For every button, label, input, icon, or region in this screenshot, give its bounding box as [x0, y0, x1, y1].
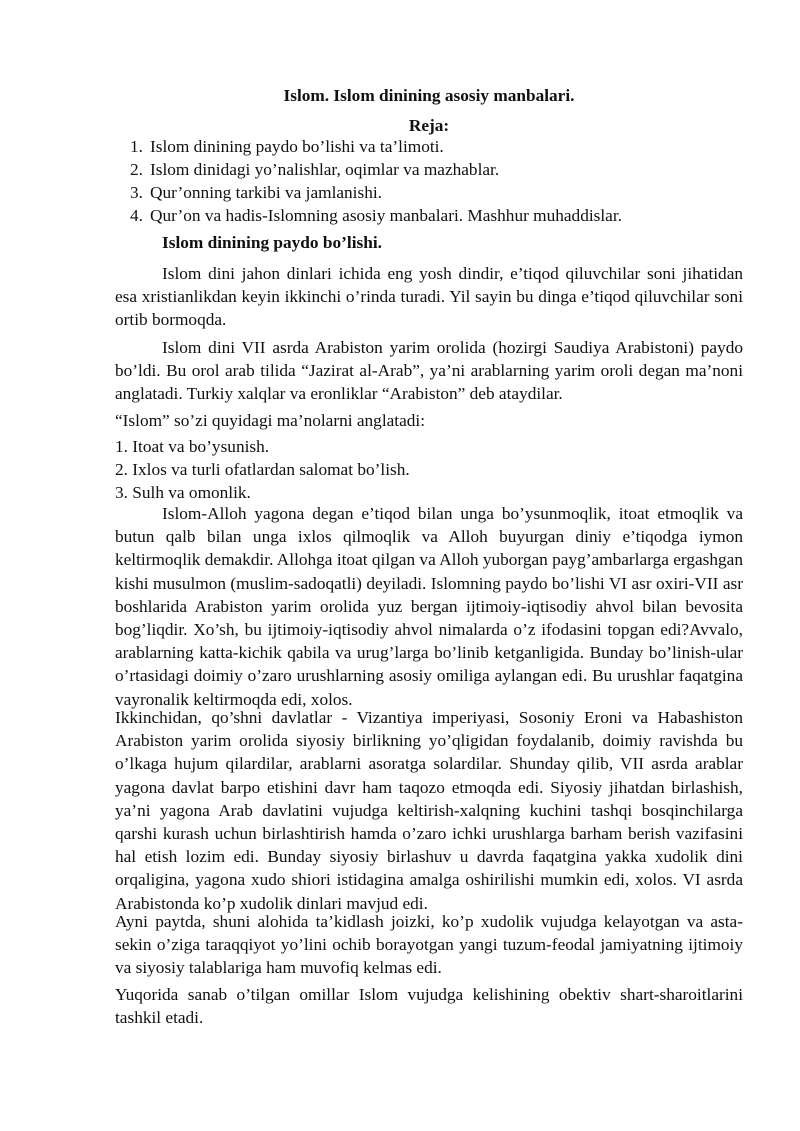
list-item: 1. Itoat va bo’ysunish.: [115, 437, 270, 456]
meanings-list: [115, 436, 743, 504]
plan-heading: Reja:: [408, 116, 450, 135]
paragraph: “Islom” so’zi quyidagi ma’nolarni anglatadi:: [115, 411, 426, 430]
paragraph: Islom dini VII asrda Arabiston yarim orolida (hozirgi Saudiya Arabistoni) paydo bo’ldi. Bu orol arab tilida “Jazirat al-Arab”, ya’ni arablarning yarim oroli degan ma’noni anglatadi. Turkiy xalqlar va eronliklar “Arabiston” deb ataydilar.: [115, 338, 743, 404]
paragraph: Islom dini jahon dinlari ichida eng yosh dindir, e’tiqod qiluvchilar soni jihatidan esa xristianlikdan keyin ikkinchi o’rinda turadi. Yil sayin bu dinga e’tiqod qiluvchilar soni ortib bormoqda.: [115, 264, 743, 330]
body-text-3: [115, 409, 743, 432]
document-title: Islom. Islom dinining asosiy manbalari.: [283, 86, 575, 105]
paragraph: Yuqorida sanab o’tilgan omillar Islom vujudga kelishining obektiv shart-sharoitlarini tashkil etadi.: [115, 985, 743, 1028]
body-text-6: [115, 910, 743, 980]
body-text-2: [115, 336, 743, 406]
list-item: 3. Sulh va omonlik.: [115, 482, 251, 502]
list-item: 2. Ixlos va turli ofatlardan salomat bo’lish.: [115, 459, 410, 479]
plan-list: [115, 135, 743, 227]
plan-item: 3. Qur’onning tarkibi va jamlanishi.: [130, 183, 382, 202]
plan-item: 1. Islom dinining paydo bo’lishi va ta’limoti.: [130, 137, 444, 156]
meanings-block: [115, 436, 743, 504]
section-heading: Islom dinining paydo bo’lishi.: [162, 233, 382, 252]
body-text-5: [115, 706, 743, 915]
paragraph: Ayni paytda, shuni alohida ta’kidlash joizki, ko’p xudolik vujudga kelayotgan va asta-sekin o’ziga taraqqiyot yo’lini ochib borayotgan yangi tuzum-feodal jamiyatning ijtimoiy va siyosiy talablariga ham muvofiq kelmas edi.: [115, 912, 743, 978]
body-text-4: [115, 502, 743, 711]
body-text-1: [115, 262, 743, 332]
paragraph: Ikkinchidan, qo’shni davlatlar - Vizantiya imperiyasi, Sosoniy Eroni va Habashiston Arabiston yarim orolida siyosiy birlikning yo’qligidan foydalanib, doimiy ravishda bu o’lkaga hujum qilardilar, arablarni asoratga solardilar. Shunday qilib, VII asrda arablar yagona davlat barpo etishini davr ham taqozo etmoqda edi. Siyosiy jihatdan birlashish, ya’ni yagona Arab davlatini vujudga keltirish-xalqning kuchini tashqi bosqinchilarga qarshi kurash uchun birlashtirish hamda o’zaro ichki urushlarga barham berish vazifasini hal etish lozim edi. Bunday siyosiy birlashuv u davrda faqatgina yakka xudolik dini orqaligina, yagona xudo shiori istidagina amalga oshirilishi mumkin edi, xolos. VI asrda Arabistonda ko’p xudolik dinlari mavjud edi.: [115, 708, 743, 913]
plan-item: 2. Islom dinidagi yo’nalishlar, oqimlar va mazhablar.: [130, 160, 500, 179]
plan-item: 4. Qur’on va hadis-Islomning asosiy manbalari. Mashhur muhaddislar.: [130, 206, 622, 225]
body-text-7: [115, 983, 743, 1029]
paragraph: Islom-Alloh yagona degan e’tiqod bilan unga bo’ysunmoqlik, itoat etmoqlik va butun qalb bilan unga ixlos qilmoqlik va Alloh buyurgan diniy e’tiqodga iymon keltirmoqlik demakdir. Allohga itoat qilgan va Alloh yuborgan payg’ambarlarga ergashgan kishi musulmon (muslim-sadoqatli) deyiladi. Islomning paydo bo’lishi VI asr oxiri-VII asr boshlarida Arabiston yarim orolida yuz bergan ijtimoiy-iqtisodiy ahvol bilan bevosita bog’liqdir. Xo’sh, bu ijtimoiy-iqtisodiy ahvol nimalarda o’z ifodasini topgan edi?Avvalo, arablarning katta-kichik qabila va urug’larga bo’linib ketganligida. Bunday bo’linish-ular o’rtasidagi doimiy o’zaro urushlarning asosiy omiliga aylangan edi. Bu urushlar faqatgina vayronalik keltirmoqda edi, xolos.: [115, 504, 743, 709]
